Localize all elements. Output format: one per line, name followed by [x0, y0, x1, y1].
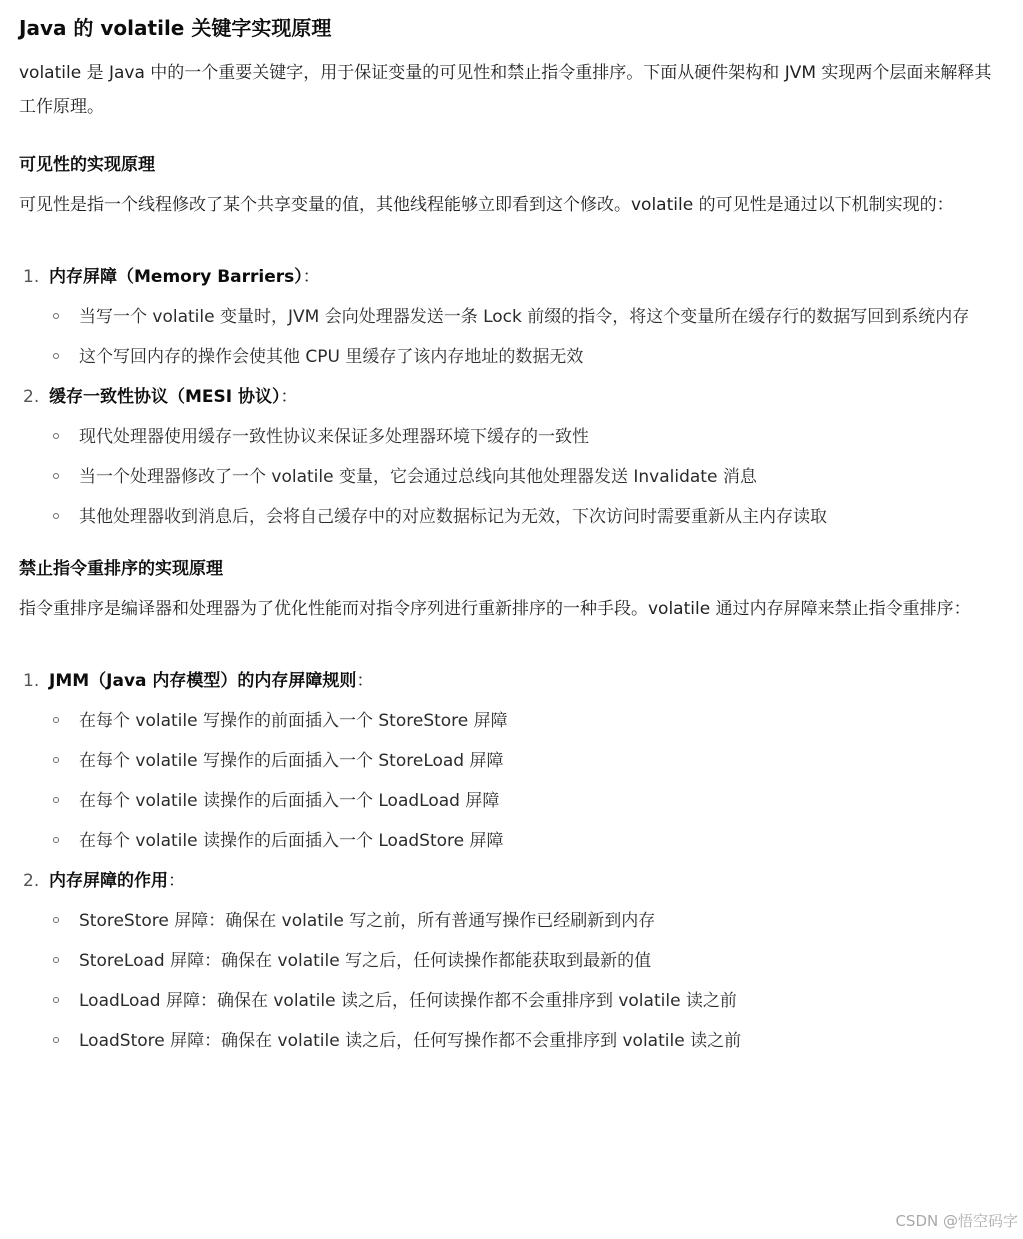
list-item-label: 内存屏障（Memory Barriers）	[49, 267, 303, 287]
list-item-suffix: ：	[302, 267, 320, 287]
bullet-icon	[53, 433, 59, 439]
bullet-icon	[53, 313, 59, 319]
sub-list-item	[49, 1024, 999, 1058]
sub-list-text: LoadStore 屏障：确保在 volatile 读之后，任何写操作都不会重排序到 volatile 读之前	[79, 1031, 742, 1051]
sub-list-text: 这个写回内存的操作会使其他 CPU 里缓存了该内存地址的数据无效	[79, 347, 584, 367]
sub-list-text: 在每个 volatile 读操作的后面插入一个 LoadLoad 屏障	[79, 791, 500, 811]
sub-list	[49, 904, 999, 1058]
sub-list	[49, 704, 999, 858]
list-item	[19, 260, 999, 374]
list-item	[19, 380, 999, 534]
sub-list-text: 当一个处理器修改了一个 volatile 变量，它会通过总线向其他处理器发送 Invalidate 消息	[79, 467, 757, 487]
bullet-icon	[53, 917, 59, 923]
list-item-label: JMM（Java 内存模型）的内存屏障规则	[49, 671, 357, 691]
bullet-icon	[53, 513, 59, 519]
sub-list-text: 现代处理器使用缓存一致性协议来保证多处理器环境下缓存的一致性	[79, 427, 589, 447]
section-heading-visibility: 可见性的实现原理	[19, 155, 155, 175]
section-body-visibility: 可见性是指一个线程修改了某个共享变量的值，其他线程能够立即看到这个修改。volatile 的可见性是通过以下机制实现的：	[19, 195, 954, 215]
sub-list-text: 在每个 volatile 写操作的后面插入一个 StoreLoad 屏障	[79, 751, 504, 771]
sub-list-item	[49, 904, 999, 938]
sub-list-text: LoadLoad 屏障：确保在 volatile 读之后，任何读操作都不会重排序到 volatile 读之前	[79, 991, 737, 1011]
list-number: 2.	[23, 871, 40, 891]
bullet-icon	[53, 997, 59, 1003]
sub-list-text: 当写一个 volatile 变量时，JVM 会向处理器发送一条 Lock 前缀的指令，将这个变量所在缓存行的数据写回到系统内存	[79, 307, 970, 327]
page-title: Java 的 volatile 关键字实现原理	[19, 16, 332, 40]
sub-list-item	[49, 824, 999, 858]
bullet-icon	[53, 797, 59, 803]
sub-list-text: 在每个 volatile 读操作的后面插入一个 LoadStore 屏障	[79, 831, 504, 851]
sub-list-item	[49, 704, 999, 738]
list-number: 1.	[23, 671, 40, 691]
sub-list-item	[49, 300, 999, 334]
list-item-heading	[49, 864, 999, 898]
bullet-icon	[53, 1037, 59, 1043]
list-item-label: 缓存一致性协议（MESI 协议）	[49, 387, 281, 407]
sub-list-item	[49, 420, 999, 454]
section-body-reordering: 指令重排序是编译器和处理器为了优化性能而对指令序列进行重新排序的一种手段。volatile 通过内存屏障来禁止指令重排序：	[19, 599, 971, 619]
sub-list-text: StoreLoad 屏障：确保在 volatile 写之后，任何读操作都能获取到最新的值	[79, 951, 652, 971]
bullet-icon	[53, 473, 59, 479]
visibility-list	[19, 260, 999, 534]
list-item-suffix: ：	[168, 871, 185, 891]
sub-list	[49, 300, 999, 374]
sub-list-text: 在每个 volatile 写操作的前面插入一个 StoreStore 屏障	[79, 711, 508, 731]
list-item	[19, 664, 999, 858]
sub-list-text: StoreStore 屏障：确保在 volatile 写之前，所有普通写操作已经刷新到内存	[79, 911, 656, 931]
list-item-heading	[49, 260, 999, 294]
sub-list-item	[49, 460, 999, 494]
sub-list-item	[49, 784, 999, 818]
sub-list-item	[49, 500, 999, 534]
list-item-suffix: ：	[280, 387, 298, 407]
sub-list-item	[49, 744, 999, 778]
sub-list-text: 其他处理器收到消息后，会将自己缓存中的对应数据标记为无效，下次访问时需要重新从主内存读取	[79, 507, 827, 527]
list-item	[19, 864, 999, 1058]
bullet-icon	[53, 353, 59, 359]
intro-paragraph: volatile 是 Java 中的一个重要关键字，用于保证变量的可见性和禁止指令重排序。下面从硬件架构和 JVM 实现两个层面来解释其工作原理。	[19, 63, 992, 117]
sub-list-item	[49, 944, 999, 978]
list-number: 2.	[23, 387, 40, 407]
bullet-icon	[53, 757, 59, 763]
list-item-heading	[49, 664, 999, 698]
list-item-suffix: ：	[356, 671, 374, 691]
watermark: CSDN @悟空码字	[895, 1212, 1018, 1230]
reordering-list	[19, 664, 999, 1058]
list-item-label: 内存屏障的作用	[49, 871, 168, 891]
list-item-heading	[49, 380, 999, 414]
section-heading-reordering: 禁止指令重排序的实现原理	[19, 559, 223, 579]
sub-list-item	[49, 984, 999, 1018]
article	[19, 8, 999, 1064]
bullet-icon	[53, 837, 59, 843]
sub-list-item	[49, 340, 999, 374]
sub-list	[49, 420, 999, 534]
bullet-icon	[53, 717, 59, 723]
list-number: 1.	[23, 267, 40, 287]
bullet-icon	[53, 957, 59, 963]
